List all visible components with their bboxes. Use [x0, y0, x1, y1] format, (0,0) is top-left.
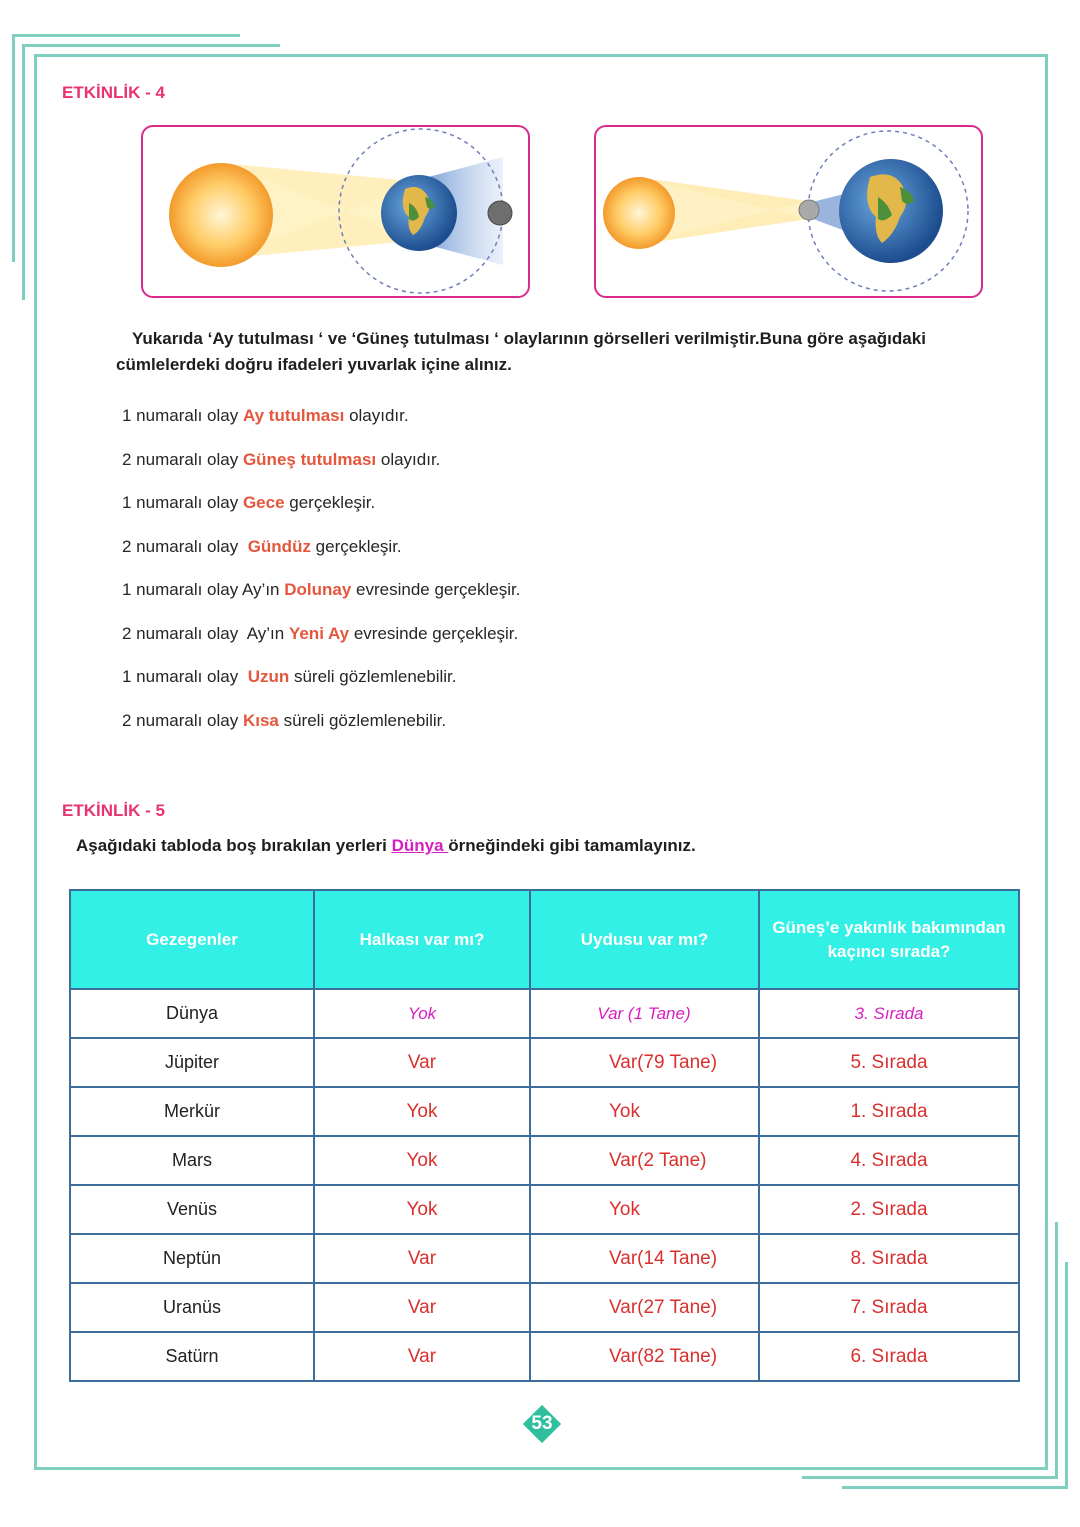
table-row — [70, 1136, 1019, 1185]
planet-name: Merkür — [70, 1087, 314, 1136]
sun-icon — [603, 177, 675, 249]
activity5-heading: ETKİNLİK - 5 — [62, 801, 165, 820]
statement-text: süreli gözlemlenebilir. — [289, 667, 457, 686]
table-row — [70, 1332, 1019, 1381]
moons-cell[interactable]: Yok — [530, 1185, 759, 1234]
activity5-instruction — [76, 836, 696, 856]
moons-cell[interactable]: Var(2 Tane) — [530, 1136, 759, 1185]
order-cell[interactable]: 8. Sırada — [759, 1234, 1019, 1283]
statement-text: olayıdır. — [344, 406, 409, 425]
statement-highlight[interactable]: Dolunay — [284, 580, 352, 599]
statement-text: 1 numaralı olay — [122, 667, 248, 686]
activity4-intro — [116, 326, 1016, 378]
statement-text: gerçekleşir. — [310, 537, 402, 556]
rings-cell: Yok — [314, 989, 530, 1038]
intro-line-2: cümlelerdeki doğru ifadeleri yuvarlak içine alınız. — [116, 355, 512, 374]
frame-br-horiz-1 — [802, 1476, 1058, 1479]
frame-top-outer — [12, 34, 240, 37]
header-moons: Uydusu var mı? — [530, 890, 759, 989]
earth-icon — [381, 175, 457, 251]
rings-cell[interactable]: Yok — [314, 1136, 530, 1185]
statement-text: olayıdır. — [376, 450, 441, 469]
rings-cell[interactable]: Var — [314, 1283, 530, 1332]
frame-main-top — [34, 54, 1048, 57]
statement-highlight[interactable]: Ay tutulması — [242, 406, 345, 425]
planet-name: Mars — [70, 1136, 314, 1185]
table-row — [70, 1234, 1019, 1283]
order-cell[interactable]: 2. Sırada — [759, 1185, 1019, 1234]
table-row — [70, 1038, 1019, 1087]
statement — [122, 406, 409, 426]
sun-icon — [169, 163, 273, 267]
frame-left-mid — [22, 44, 25, 300]
statement-highlight[interactable]: Kısa — [242, 711, 279, 730]
statement-text: evresinde gerçekleşir. — [351, 580, 521, 599]
statement-text: 2 numaralı olay Ay’ın — [122, 624, 289, 643]
moon-icon — [799, 200, 819, 220]
statement-highlight[interactable]: Gündüz — [247, 537, 311, 556]
order-cell[interactable]: 6. Sırada — [759, 1332, 1019, 1381]
intro-line-1: Yukarıda ‘Ay tutulması ‘ ve ‘Güneş tutulması ‘ olaylarının görselleri verilmiştir.Buna göre aşağıdaki — [132, 329, 926, 348]
planet-name: Venüs — [70, 1185, 314, 1234]
order-cell[interactable]: 5. Sırada — [759, 1038, 1019, 1087]
earth-icon — [839, 159, 943, 263]
rings-cell[interactable]: Yok — [314, 1087, 530, 1136]
solar-eclipse-diagram — [594, 125, 983, 298]
header-order: Güneş’e yakınlık bakımından kaçıncı sırada? — [759, 890, 1019, 989]
moons-cell: Var (1 Tane) — [530, 989, 759, 1038]
moons-cell[interactable]: Var(79 Tane) — [530, 1038, 759, 1087]
statement-highlight[interactable]: Gece — [242, 493, 285, 512]
statement-text: evresinde gerçekleşir. — [349, 624, 519, 643]
moons-cell[interactable]: Var(27 Tane) — [530, 1283, 759, 1332]
statement-text: 2 numaralı olay — [122, 711, 243, 730]
statement-text: 2 numaralı olay — [122, 537, 248, 556]
frame-br-vert-1 — [1055, 1222, 1058, 1478]
instruction-text: Aşağıdaki tabloda boş bırakılan yerleri — [76, 836, 392, 855]
moons-cell[interactable]: Yok — [530, 1087, 759, 1136]
example-link[interactable]: Dünya — [391, 836, 449, 855]
table-header-row — [70, 890, 1019, 989]
lunar-eclipse-diagram — [141, 125, 530, 298]
statement — [122, 450, 440, 470]
planet-name: Dünya — [70, 989, 314, 1038]
moons-cell[interactable]: Var(82 Tane) — [530, 1332, 759, 1381]
order-cell[interactable]: 4. Sırada — [759, 1136, 1019, 1185]
rings-cell[interactable]: Var — [314, 1234, 530, 1283]
rings-cell[interactable]: Var — [314, 1332, 530, 1381]
planet-name: Uranüs — [70, 1283, 314, 1332]
frame-main-right — [1045, 54, 1048, 1470]
moon-icon — [488, 201, 512, 225]
header-rings: Halkası var mı? — [314, 890, 530, 989]
frame-left-outer — [12, 34, 15, 262]
statement-highlight[interactable]: Uzun — [247, 667, 290, 686]
statement-text: 2 numaralı olay — [122, 450, 243, 469]
statement — [122, 580, 520, 600]
table-row — [70, 1283, 1019, 1332]
statement — [122, 537, 402, 557]
statement-highlight[interactable]: Yeni Ay — [288, 624, 350, 643]
order-cell[interactable]: 1. Sırada — [759, 1087, 1019, 1136]
instruction-text: örneğindeki gibi tamamlayınız. — [448, 836, 696, 855]
statement-text: 1 numaralı olay Ay’ın — [122, 580, 285, 599]
rings-cell[interactable]: Var — [314, 1038, 530, 1087]
moons-cell[interactable]: Var(14 Tane) — [530, 1234, 759, 1283]
order-cell: 3. Sırada — [759, 989, 1019, 1038]
planets-table — [69, 889, 1020, 1382]
statement-text: 1 numaralı olay — [122, 406, 243, 425]
rings-cell[interactable]: Yok — [314, 1185, 530, 1234]
statement — [122, 493, 375, 513]
order-cell[interactable]: 7. Sırada — [759, 1283, 1019, 1332]
activity4-heading: ETKİNLİK - 4 — [62, 83, 165, 102]
planet-name: Jüpiter — [70, 1038, 314, 1087]
page-number: 53 — [531, 1413, 553, 1434]
frame-main-bottom — [34, 1467, 1048, 1470]
statement-text: gerçekleşir. — [284, 493, 376, 512]
planet-name: Neptün — [70, 1234, 314, 1283]
planet-name: Satürn — [70, 1332, 314, 1381]
statement-highlight[interactable]: Güneş tutulması — [242, 450, 377, 469]
statement — [122, 711, 446, 731]
frame-main-left — [34, 54, 37, 1470]
table-row — [70, 1087, 1019, 1136]
frame-top-mid — [22, 44, 280, 47]
statement-text: 1 numaralı olay — [122, 493, 243, 512]
statement — [122, 624, 518, 644]
statement — [122, 667, 456, 687]
frame-br-horiz-2 — [842, 1486, 1068, 1489]
table-row — [70, 1185, 1019, 1234]
table-row — [70, 989, 1019, 1038]
header-planets: Gezegenler — [70, 890, 314, 989]
frame-br-vert-2 — [1065, 1262, 1068, 1488]
statement-text: süreli gözlemlenebilir. — [278, 711, 447, 730]
